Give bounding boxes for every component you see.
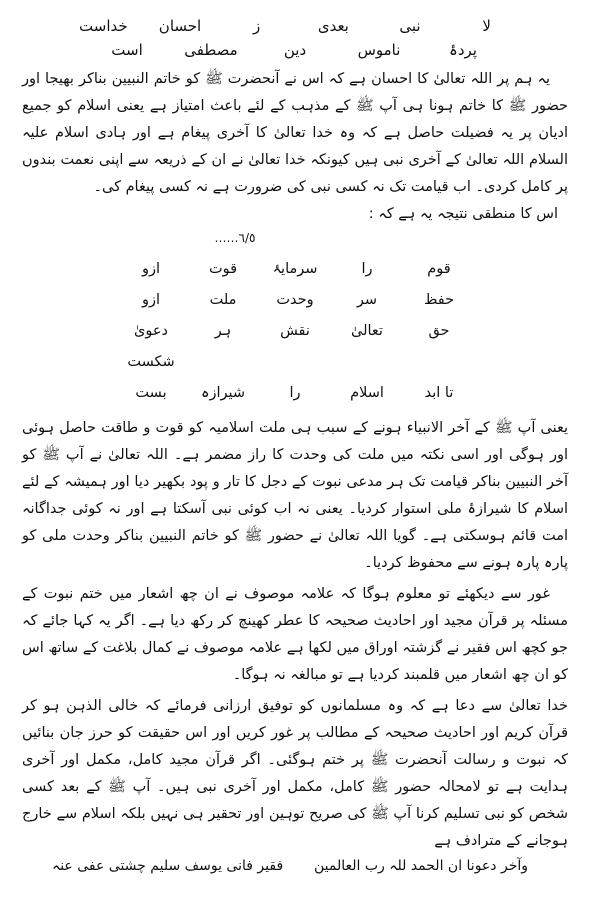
stanza-word: وحدت — [276, 292, 314, 308]
verse-word: خداست — [79, 17, 128, 35]
verse-word: مصطفی — [184, 41, 238, 59]
stanza-word: بست — [135, 385, 167, 401]
author-signature: فقیر فانی یوسف سلیم چشتی عفی عنہ — [52, 858, 284, 874]
verse-word: احسان — [158, 17, 202, 35]
verse-word: است — [111, 41, 143, 59]
stanza-line — [115, 378, 475, 409]
verse-word: نبی — [399, 17, 421, 35]
verse-word: ناموس — [357, 41, 401, 59]
paragraph-supplication: خدا تعالیٰ سے دعا ہے کہ وہ مسلمانوں کو توفیق ارزانی فرمائے کہ خالی الذہن ہو کر قرآن کریم اور احادیث صحیحہ کے مطالب پر غور کریں اور اس حقیقت کو حرز جان بنائیں کہ نبوت و رسالت آنحضرت ﷺ پر ختم ہوگئی۔ اگر قرآن مجید کامل، مکمل اور آخری ہدایت ہے تو لامحالہ حضور ﷺ کامل، مکمل اور آخری نبی ہیں۔ آپ ﷺ کے بعد کسی شخص کو نبی تسلیم کرنا آپ ﷺ کی صریح توہین اور تحقیر ہی نہیں بلکہ اسلام سے خارج ہوجانے کے مترادف ہے — [22, 698, 568, 849]
closing-dua: وآخر دعونا ان الحمد للہ رب العالمین — [314, 858, 528, 874]
stanza-word: نقش — [280, 323, 310, 339]
verse-word: دین — [283, 41, 307, 59]
stanza-word: حق — [428, 323, 450, 339]
stanza-word: قوم — [427, 261, 451, 277]
stanza-word: ازو — [141, 261, 161, 277]
stanza-word: ازو — [141, 292, 161, 308]
stanza-word: را — [289, 385, 301, 401]
closing-row — [22, 855, 568, 877]
stanza-word: ملت — [209, 292, 237, 308]
verse-word: ز — [253, 17, 261, 35]
stanza-line — [115, 285, 475, 316]
stanza-word: سرمایۂ — [272, 261, 318, 277]
conclusion-intro: اس کا منطقی نتیجہ یہ ہے کہ : — [368, 206, 558, 222]
stanza-word: قوت — [208, 261, 238, 277]
stanza-word: تا ابد — [424, 385, 454, 401]
reference-marker: ……٦/٥ — [214, 231, 256, 245]
stanza-line — [115, 254, 475, 285]
stanza-word: سر — [356, 292, 378, 308]
persian-stanza — [115, 254, 475, 409]
opening-verse-line-2 — [85, 38, 505, 62]
stanza-word: دعویٰ شکست — [127, 323, 175, 370]
stanza-word: تعالیٰ — [351, 323, 383, 339]
verse-word: لا — [482, 17, 491, 35]
paragraph-blessing-of-finality: یہ ہم پر اللہ تعالیٰ کا احسان ہے کہ اس نے آنحضرت ﷺ کو خاتم النبیین بناکر بھیجا اور حضور ﷺ کا خاتم ہونا ہی آپ ﷺ کے مذہب کے لئے باعث امتیاز ہے یعنی اسلام کو جمیع ادیان پر یہ فضیلت حاصل ہے کہ وہ خدا تعالیٰ کا آخری پیغام ہے اور ہادی اسلام علیہ السلام اللہ تعالیٰ کے آخری نبی ہیں کیونکہ خدا تعالیٰ نے ان کے ذریعہ سے اپنی نعمت بندوں پر کامل کردی۔ اب قیامت تک نہ کسی نبی کی ضرورت ہے نہ کسی پیغام کی۔ — [22, 71, 568, 195]
stanza-word: حفظ — [423, 292, 455, 308]
paragraph-unity-of-ummah: یعنی آپ ﷺ کے آخر الانبیاء ہونے کے سبب ہی ملت اسلامیہ کو قوت و طاقت حاصل ہوئی اور ہوگی اور اسی نکتہ میں ملت کی وحدت کا راز مضمر ہے۔ اللہ تعالیٰ نے آپ ﷺ کو آخر النبیین بناکر قیامت تک ہر مدعی نبوت کے دجل کا تار و پود بکھیر دیا اور ہمیشہ کے لئے اسلام کا شیرازۂ ملی استوار کردیا۔ یعنی نہ اب کوئی نبی آسکتا ہے اور نہ کوئی جداگانہ امت قائم ہوسکتی ہے۔ گویا اللہ تعالیٰ نے حضور ﷺ کو خاتم النبیین بناکر وحدت ملی کو پارہ پارہ ہونے سے محفوظ کردیا۔ — [22, 420, 568, 571]
stanza-word: اسلام — [350, 385, 384, 401]
stanza-word: را — [361, 261, 373, 277]
paragraph-allama-summary: غور سے دیکھئے تو معلوم ہوگا کہ علامہ موصوف نے ان چھ اشعار میں ختم نبوت کے مسئلہ پر قرآن مجید اور احادیث صحیحہ کا عطر کھینچ کر رکھ دیا ہے۔ اگر یہ کہا جائے کہ جو کچھ اس فقیر نے گزشتہ اوراق میں لکھا ہے علامہ موصوف نے کمال بلاغت کے ساتھ اس کو ان چھ اشعار میں قلمبند کردیا ہے تو مبالغہ نہ ہوگا۔ — [22, 586, 568, 683]
stanza-line — [115, 316, 475, 378]
verse-word: پردۂ — [449, 41, 477, 59]
stanza-word: ہر — [214, 323, 232, 339]
opening-verse-line-1 — [65, 14, 525, 38]
verse-word: بعدی — [317, 17, 349, 35]
stanza-word: شیرازہ — [200, 385, 246, 401]
